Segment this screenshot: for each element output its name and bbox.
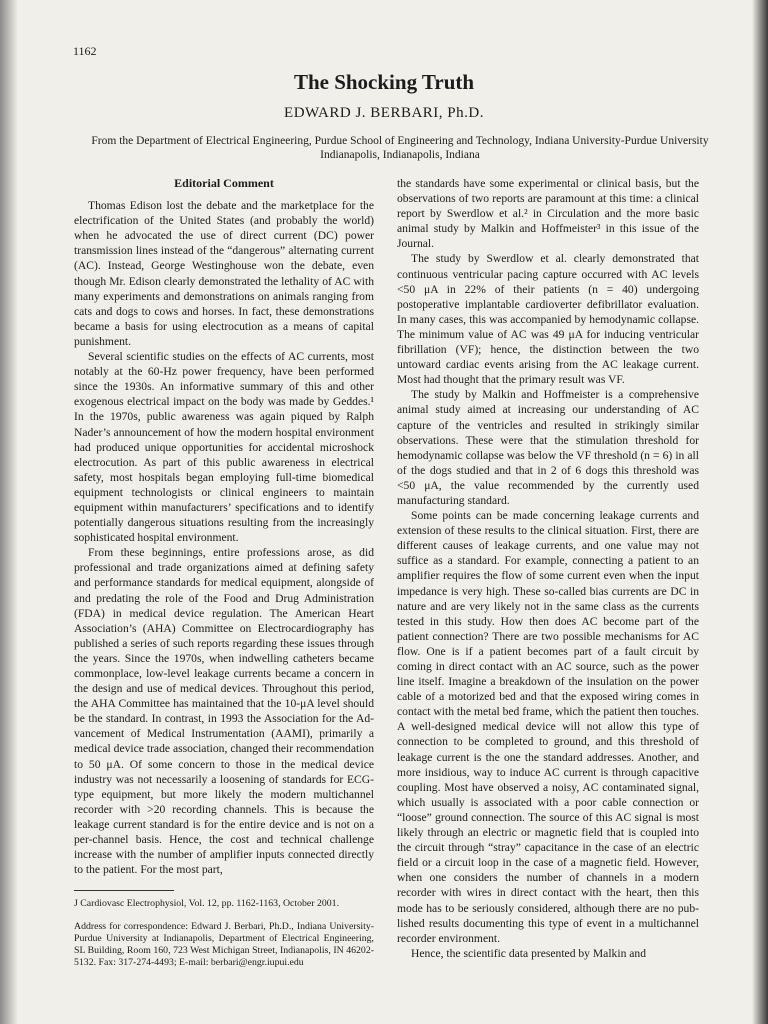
page-number: 1162 — [73, 44, 97, 58]
author-affiliation: From the Department of Electrical Engineering, Purdue School of Engineering and Technology, Indiana University-Purdue University Indianapolis, Indianapolis, Indiana — [91, 135, 709, 161]
body-paragraph: the standards have some experimental or clinical basis, but the observations of two reports are paramount at this time: a clinical report by Swerdlow et al.² in Circulation and the more basic animal study by Malkin and Hoffmeister³ in this issue of the Journal. — [397, 177, 699, 251]
body-paragraph: Hence, the scientific data presented by Malkin and — [411, 946, 647, 960]
right-column — [397, 176, 699, 1011]
journal-citation: J Cardiovasc Electrophysiol, Vol. 12, pp. 1162-1163, October 2001. — [74, 898, 340, 909]
author-name: EDWARD J. BERBARI, Ph.D. — [284, 105, 484, 121]
body-paragraph: The study by Swerdlow et al. clearly demonstrated that continuous ventricular pacing capture occurred with AC levels <50 μA in 22% of their patients (n = 40) undergoing postoperative implantable cardioverter defibrillator evaluation. In many cases, this was accompanied by hemodynamic collapse. The minimum value of AC was 49 μA for inducing ventricular fibrillation (VF); hence, the distinction between the two untoward cardiac events arising from the AC leakage current. Most had thought that the primary result was VF. — [397, 252, 699, 387]
left-column — [74, 176, 374, 886]
body-paragraph: Some points can be made concerning leakage currents and extension of these results to the clinical situation. First, there are different causes of leakage currents, and one value may not suffice as a standard. For example, connecting a patient to an amplifier requires the flow of some current even when the input impedance is very high. These so-called bias currents are DC in nature and are very likely not in the same class as the currents tested in this study. How then does AC become part of the patient connection? There are two possible mechanisms for AC flow. One is if a patient becomes part of a fault circuit by coming in direct contact with an AC source, such as the power line itself. Imagine a breakdown of the insulation on the power cable of a motorized bed and that the exposed wiring comes in contact with the metal bed frame, which the patient then touches. A well-designed medical device will not allow this type of connection to be completed to ground, and this threshold of leakage current is the one the standard addresses. Another, and more insidious, way to induce AC current is through capacitive coupling. Most have observed a noisy, AC contaminated signal, which usually is associated with a poor cable connection or “loose” ground connection. The source of this AC signal is most likely through an electric or magnetic field that is coupled into the circuit through “stray” capacitance in the case of an electric field or a circuit loop in the case of a magnetic field. However, when one considers the number of channels in a modern recorder with wires in direct contact with the heart, then this mode has to be seriously considered, although there are no published results documenting this type of event in a multichannel recorder environment. — [397, 509, 699, 945]
body-paragraph: Thomas Edison lost the debate and the marketplace for the electrification of the United States (and probably the world) when he advocated the use of direct current (DC) power transmission lines instead of the “dangerous” alternating current (AC). Instead, George Westinghouse won the debate, even though Mr. Edison clearly demonstrated the lethality of AC with many experiments and demonstrations on animals ranging from cats and dogs to cows and horses. In fact, these demonstrations became a basis for using electrocution as a means of capital punishment. — [74, 199, 374, 348]
scan-edge-left — [0, 0, 18, 1024]
body-paragraph: The study by Malkin and Hoffmeister is a comprehensive animal study aimed at increasing our understanding of AC capture of the ventricles and resulted in strikingly similar observations. These were that the stimulation threshold for hemodynamic collapse was below the VF threshold (n = 6) in all of the dogs studied and that in 2 of 6 dogs this threshold was <50 μA, the value recommended by the currently used manufacturing standard. — [397, 388, 699, 507]
body-paragraph: Several scientific studies on the effects of AC currents, most notably at the 60-Hz power frequency, have been performed since the 1930s. An informative summary of this and other exogenous electrical impact on the body was made by Geddes.¹ In the 1970s, public awareness was again piqued by Ralph Nader’s announcement of how the modern hospital environment had produced unique opportunities for accidental microshock electrocution. As part of this public awareness in electrical safety, most hospitals began employing full-time biomedical equipment technologists or clinical engineers to maintain equipment within manufacturers’ specifications and to identify potentially dangerous situations resulting from the increasingly sophisticated hospital environment. — [74, 350, 374, 545]
article-title: The Shocking Truth — [293, 70, 475, 94]
scan-edge-right — [752, 0, 768, 1024]
section-heading: Editorial Comment — [174, 176, 274, 190]
body-paragraph: From these beginnings, entire professions arose, as did professional and trade organizations aimed at defining safety and performance standards for medical equipment, alongside of and predating the role of the Food and Drug Administration (FDA) in medical device regulation. The American Heart Association’s (AHA) Committee on Electrocardiography has published a series of such reports regarding these issues through the years. Since the 1970s, when indwelling catheters became commonplace, low-level leakage currents became a concern in the design and use of medical devices. Throughout this period, the AHA Committee has maintained that the 10-μA level should be the standard. In contrast, in 1993 the Association for the Advancement of Medical Instrumentation (AAMI), primarily a medical device trade association, changed their recommendation to 50 μA. Of some concern to those in the medical device industry was not necessarily a loosening of standards for ECG-type equipment, but more likely the modern multichannel recorder with >20 recording channels. This is because the leakage current standard is for the entire device and is not on a per-channel basis. Hence, the cost and technical challenge increase with the number of amplifier inputs connected directly to the patient. For the most part, — [74, 546, 374, 877]
footnote-divider — [74, 890, 174, 891]
correspondence-address: Address for correspondence: Edward J. Berbari, Ph.D., Indiana University-Purdue University at Indianapolis, Department of Electrical Engineering, SL Building, Room 160, 723 West Michigan Street, Indianapolis, IN 46202-5132. Fax: 317-274-4493; E-mail: berbari@engr.iupui.edu — [74, 921, 374, 968]
